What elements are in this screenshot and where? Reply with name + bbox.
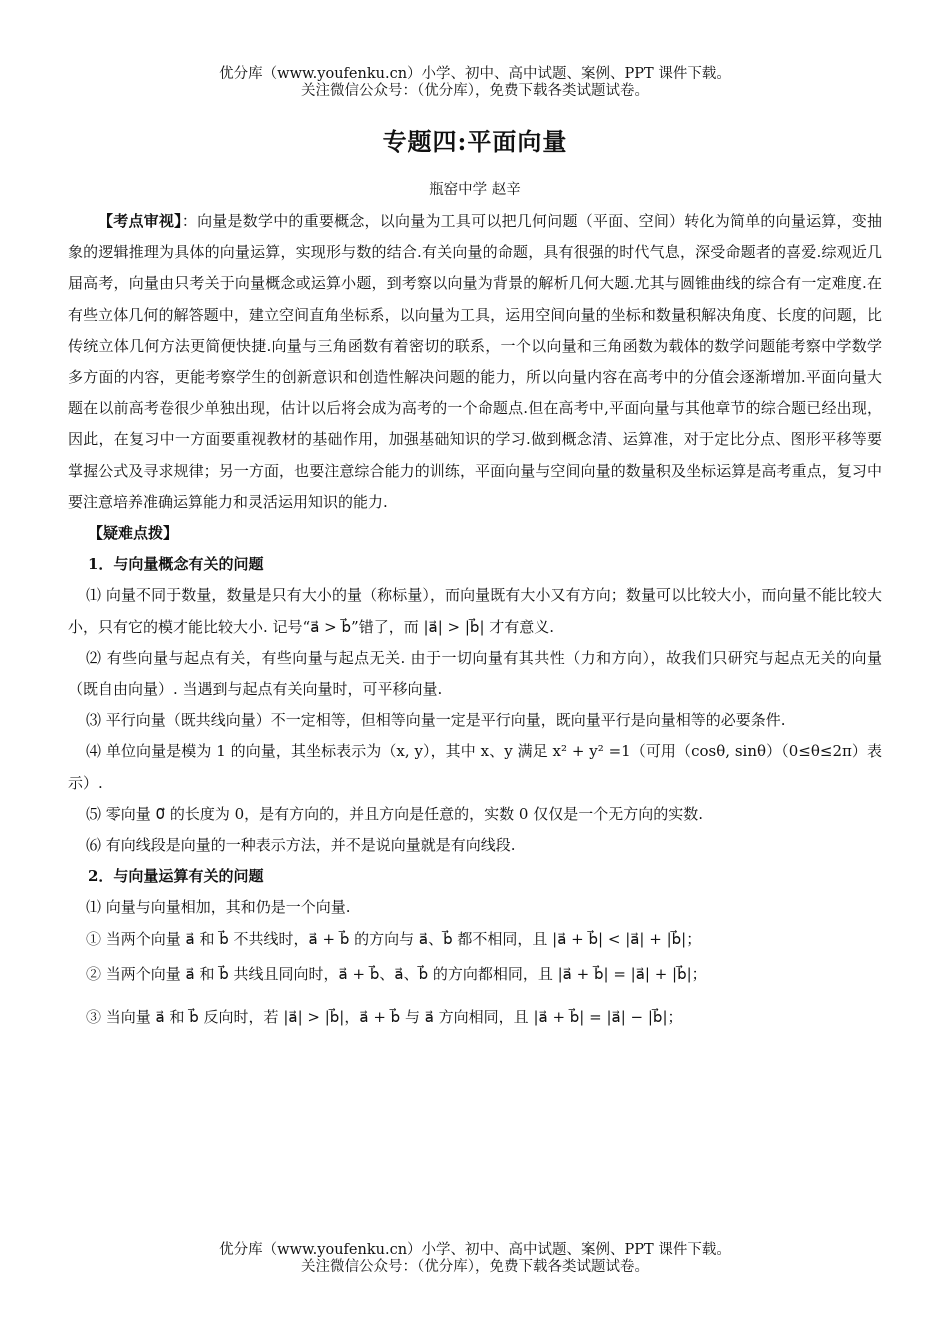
section-1-heading: 1．与向量概念有关的问题 bbox=[88, 555, 264, 574]
s2-item-1: ⑴ 向量与向量相加，其和仍是一个向量. bbox=[86, 898, 351, 917]
s1-item-3: ⑶ 平行向量（既共线向量）不一定相等，但相等向量一定是平行向量，既向量平行是向量相等的必要条件. bbox=[86, 711, 786, 730]
document-title: 专题四:平面向量 bbox=[382, 127, 568, 156]
section-label: 【疑难点拨】 bbox=[88, 524, 179, 543]
author-line: 瓶窑中学 赵辛 bbox=[429, 182, 521, 198]
intro-text: ：向量是数学中的重要概念，以向量为工具可以把几何问题（平面、空间）转化为简单的向量运算，变抽象的逻辑推理为具体的向量运算，实现形与数的结合.有关向量的命题，具有很强的时代气息，深受命题者的喜爱.综观近几届高考，向量由只考关于向量概念或运算小题，到考察以向量为背景的解析几何大题.尤其与圆锥曲线的综合有一定难度.在有些立体几何的解答题中，建立空间直角坐标系，以向量为工具，运用空间向量的坐标和数量积解决角度、长度的问题，比传统立体几何方法更简便快捷.向量与三角函数有着密切的联系，一个以向量和三角函数为载体的数学问题能考察中学数学多方面的内容，更能考察学生的创新意识和创造性解决问题的能力，所以向量内容在高考中的分值会逐渐增加.平面向量大题在以前高考卷很少单独出现，估计以后将会成为高考的一个命题点.但在高考中,平面向量与其他章节的综合题已经出现，因此，在复习中一方面要重视教材的基础作用，加强基础知识的学习.做到概念清、运算准，对于定比分点、图形平移等要掌握公式及寻求规律；另一方面，也要注意综合能力的训练，平面向量与空间向量的数量积及坐标运算是高考重点，复习中要注意培养准确运算能力和灵活运用知识的能力. bbox=[68, 212, 882, 511]
section-2-heading: 2．与向量运算有关的问题 bbox=[88, 867, 264, 886]
s1-item-1: ⑴ 向量不同于数量，数量是只有大小的量（称标量），而向量既有大小又有方向；数量可以比较大小，而向量不能比较大小，只有它的模才能比较大小. 记号“a⃗ > b⃗”错了，而 |a⃗| > |b⃗| 才有意义. bbox=[68, 586, 882, 636]
s1-item-6: ⑹ 有向线段是向量的一种表示方法，并不是说向量就是有向线段. bbox=[86, 836, 516, 855]
header-line-1: 优分库（www.youfenku.cn）小学、初中、高中试题、案例、PPT 课件下载。 bbox=[219, 66, 731, 82]
header-line-2: 关注微信公众号：（优分库），免费下载各类试题试卷。 bbox=[301, 83, 649, 99]
s2-item-2: ① 当两个向量 a⃗ 和 b⃗ 不共线时，a⃗ + b⃗ 的方向与 a⃗、b⃗ 都不相同，且 |a⃗ + b⃗| < |a⃗| + |b⃗|； bbox=[86, 929, 702, 948]
page-header bbox=[0, 66, 950, 100]
s1-item-5: ⑸ 零向量 0⃗ 的长度为 0，是有方向的，并且方向是任意的，实数 0 仅仅是一个无方向的实数. bbox=[86, 804, 704, 823]
intro-label: 【考点审视】 bbox=[98, 212, 182, 230]
intro-paragraph bbox=[68, 206, 882, 518]
s2-item-4: ③ 当向量 a⃗ 和 b⃗ 反向时，若 |a⃗| > |b⃗|，a⃗ + b⃗ 与 a⃗ 方向相同，且 |a⃗ + b⃗| = |a⃗| − |b⃗|； bbox=[86, 1008, 683, 1027]
footer-line-1: 优分库（www.youfenku.cn）小学、初中、高中试题、案例、PPT 课件下载。 bbox=[219, 1242, 731, 1258]
s1-item-2: ⑵ 有些向量与起点有关，有些向量与起点无关. 由于一切向量有其共性（力和方向），故我们只研究与起点无关的向量（既自由向量）. 当遇到与起点有关向量时，可平移向量. bbox=[68, 648, 882, 699]
footer-line-2: 关注微信公众号：（优分库），免费下载各类试题试卷。 bbox=[301, 1259, 649, 1275]
document-body bbox=[68, 206, 882, 1033]
page-footer bbox=[0, 1242, 950, 1276]
s2-item-3: ② 当两个向量 a⃗ 和 b⃗ 共线且同向时，a⃗ + b⃗、a⃗、b⃗ 的方向都相同，且 |a⃗ + b⃗| = |a⃗| + |b⃗|； bbox=[86, 964, 707, 983]
s1-item-4: ⑷ 单位向量是模为 1 的向量，其坐标表示为（x, y），其中 x、y 满足 x² + y² =1（可用（cosθ, sinθ）（0≤θ≤2π）表示）. bbox=[68, 742, 882, 792]
